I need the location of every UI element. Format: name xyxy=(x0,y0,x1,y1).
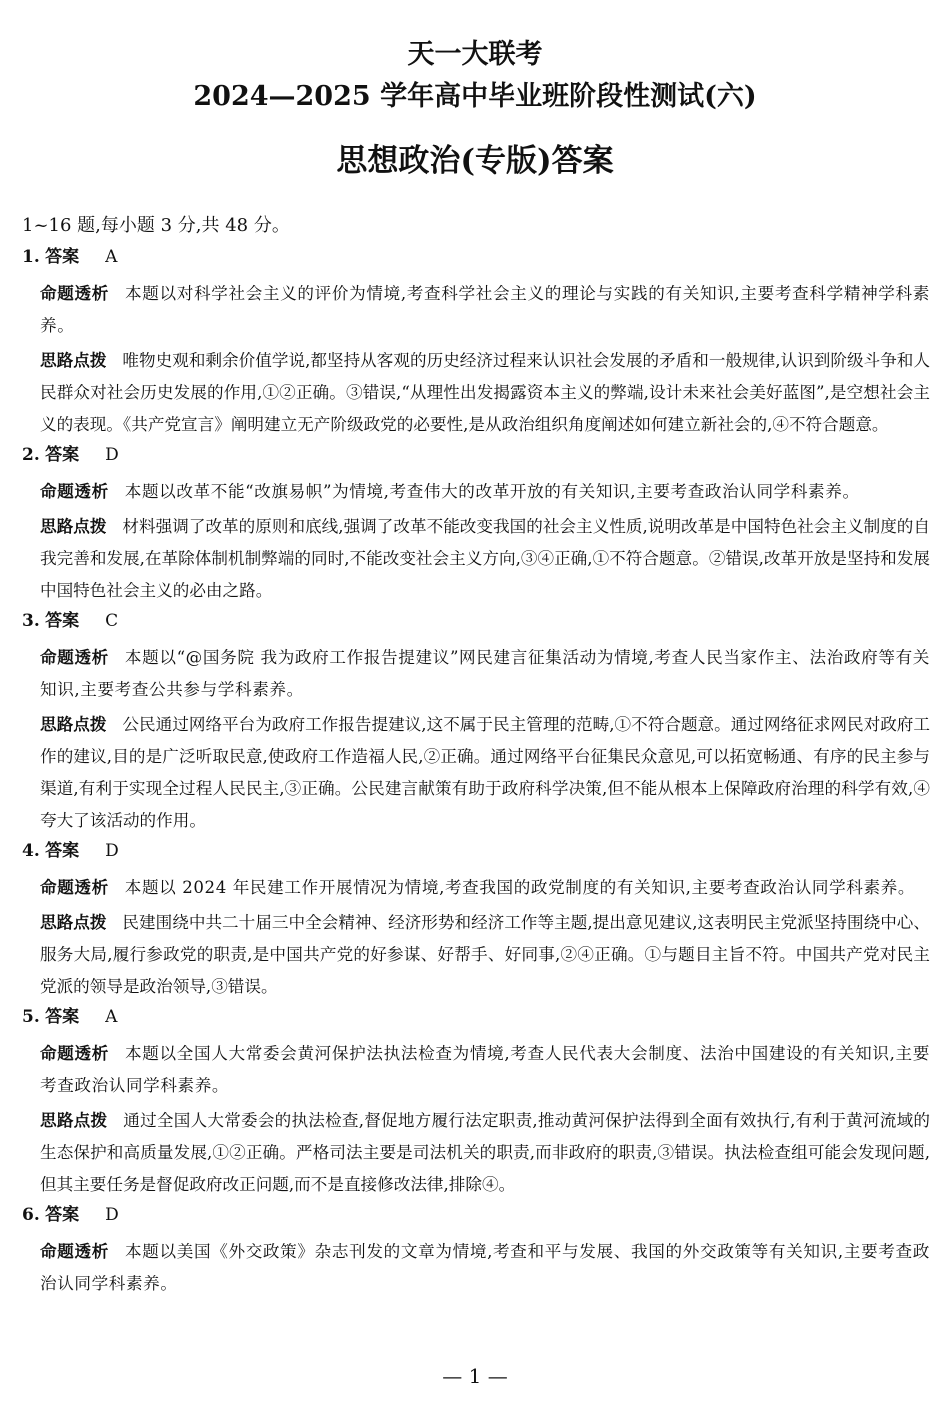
answer-label: 答案 xyxy=(45,1205,80,1225)
analysis-paragraph-text: 本题以“@国务院 我为政府工作报告提建议”网民建言征集活动为情境,考查人民当家作主、法治政府等有关知识,主要考查公共参与学科素养。 xyxy=(40,648,930,699)
answer-choice: A xyxy=(105,247,118,267)
answer-label: 答案 xyxy=(45,611,80,631)
answer-item xyxy=(0,1204,950,1300)
analysis-paragraph-text: 本题以全国人大常委会黄河保护法执法检查为情境,考查人民代表大会制度、法治中国建设的有关知识,主要考查政治认同学科素养。 xyxy=(40,1044,930,1095)
hint-paragraph-text: 民建围绕中共二十届三中全会精神、经济形势和经济工作等主题,提出意见建议,这表明民主党派坚持围绕中心、服务大局,履行参政党的职责,是中国共产党的好参谋、好帮手、好同事,②④正确。①与题目主旨不符。中国共产党对民主党派的领导是政治领导,③错误。 xyxy=(40,913,931,996)
analysis-paragraph-label: 命题透析 xyxy=(40,284,109,303)
question-number: 3. xyxy=(22,611,40,631)
page-number: — 1 — xyxy=(442,1364,508,1388)
answer-item xyxy=(0,246,950,441)
subject-title: 思想政治(专版)答案 xyxy=(336,143,614,179)
analysis-paragraph-label: 命题透析 xyxy=(40,878,109,897)
answer-list xyxy=(0,246,950,1303)
hint-paragraph-text: 唯物史观和剩余价值学说,都坚持从客观的历史经济过程来认识社会发展的矛盾和一般规律,认识到阶级斗争和人民群众对社会历史发展的作用,①②正确。③错误,“从理性出发揭露资本主义的弊端,设计未来社会美好蓝图”,是空想社会主义的表现。《共产党宣言》阐明建立无产阶级政党的必要性,是从政治组织角度阐述如何建立新社会的,④不符合题意。 xyxy=(40,351,931,434)
analysis-paragraph-text: 本题以 2024 年民建工作开展情况为情境,考查我国的政党制度的有关知识,主要考查政治认同学科素养。 xyxy=(124,878,916,897)
answer-heading xyxy=(0,610,950,642)
answer-label: 答案 xyxy=(45,841,80,861)
answer-item xyxy=(0,610,950,837)
hint-paragraph xyxy=(40,511,930,607)
question-number: 6. xyxy=(22,1205,40,1225)
analysis-paragraph-text: 本题以美国《外交政策》杂志刊发的文章为情境,考查和平与发展、我国的外交政策等有关知识,主要考查政治认同学科素养。 xyxy=(40,1242,930,1293)
hint-paragraph xyxy=(40,1105,930,1201)
answer-heading xyxy=(0,1006,950,1038)
answer-choice: A xyxy=(105,1007,118,1027)
hint-paragraph-text: 通过全国人大常委会的执法检查,督促地方履行法定职责,推动黄河保护法得到全面有效执行,有利于黄河流域的生态保护和高质量发展,①②正确。严格司法主要是司法机关的职责,而非政府的职责,③错误。执法检查组可能会发现问题,但其主要任务是督促政府改正问题,而不是直接修改法律,排除④。 xyxy=(40,1111,931,1194)
analysis-paragraph xyxy=(40,872,930,904)
analysis-paragraph xyxy=(40,642,930,706)
answer-choice: D xyxy=(105,841,119,861)
hint-paragraph-text: 材料强调了改革的原则和底线,强调了改革不能改变我国的社会主义性质,说明改革是中国特色社会主义制度的自我完善和发展,在革除体制机制弊端的同时,不能改变社会主义方向,③④正确,①不符合题意。②错误,改革开放是坚持和发展中国特色社会主义的必由之路。 xyxy=(40,517,931,600)
analysis-paragraph xyxy=(40,476,930,508)
hint-paragraph-label: 思路点拨 xyxy=(40,351,107,370)
question-number: 4. xyxy=(22,841,40,861)
analysis-paragraph xyxy=(40,1038,930,1102)
brand-title: 天一大联考 xyxy=(407,39,543,70)
analysis-paragraph-label: 命题透析 xyxy=(40,648,109,667)
analysis-paragraph-text: 本题以对科学社会主义的评价为情境,考查科学社会主义的理论与实践的有关知识,主要考查科学精神学科素养。 xyxy=(40,284,930,335)
hint-paragraph-label: 思路点拨 xyxy=(40,517,107,536)
hint-paragraph xyxy=(40,709,930,837)
answer-heading xyxy=(0,444,950,476)
answer-label: 答案 xyxy=(45,445,80,465)
hint-paragraph-label: 思路点拨 xyxy=(40,715,107,734)
hint-paragraph xyxy=(40,345,930,441)
answer-item xyxy=(0,1006,950,1201)
answer-choice: D xyxy=(105,445,119,465)
analysis-paragraph-text: 本题以改革不能“改旗易帜”为情境,考查伟大的改革开放的有关知识,主要考查政治认同学科素养。 xyxy=(124,482,860,501)
answer-choice: C xyxy=(105,611,119,631)
answer-heading xyxy=(0,246,950,278)
answer-heading xyxy=(0,1204,950,1236)
question-number: 1. xyxy=(22,247,40,267)
answer-item xyxy=(0,840,950,1003)
analysis-paragraph-label: 命题透析 xyxy=(40,1242,109,1261)
answer-label: 答案 xyxy=(45,247,80,267)
hint-paragraph-label: 思路点拨 xyxy=(40,1111,108,1130)
question-number: 2. xyxy=(22,445,40,465)
answer-choice: D xyxy=(105,1205,119,1225)
answer-item xyxy=(0,444,950,607)
hint-paragraph-text: 公民通过网络平台为政府工作报告提建议,这不属于民主管理的范畴,①不符合题意。通过网络征求网民对政府工作的建议,目的是广泛听取民意,使政府工作造福人民,②正确。通过网络平台征集民众意见,可以拓宽畅通、有序的民主参与渠道,有利于实现全过程人民民主,③正确。公民建言献策有助于政府科学决策,但不能从根本上保障政府治理的科学有效,④夸大了该活动的作用。 xyxy=(40,715,931,830)
exam-title: 2024—2025 学年高中毕业班阶段性测试(六) xyxy=(193,81,757,112)
answer-label: 答案 xyxy=(45,1007,80,1027)
scoring-note: 1~16 题,每小题 3 分,共 48 分。 xyxy=(22,215,290,236)
question-number: 5. xyxy=(22,1007,40,1027)
analysis-paragraph xyxy=(40,278,930,342)
answer-heading xyxy=(0,840,950,872)
hint-paragraph-label: 思路点拨 xyxy=(40,913,107,932)
analysis-paragraph xyxy=(40,1236,930,1300)
analysis-paragraph-label: 命题透析 xyxy=(40,482,109,501)
analysis-paragraph-label: 命题透析 xyxy=(40,1044,109,1063)
hint-paragraph xyxy=(40,907,930,1003)
